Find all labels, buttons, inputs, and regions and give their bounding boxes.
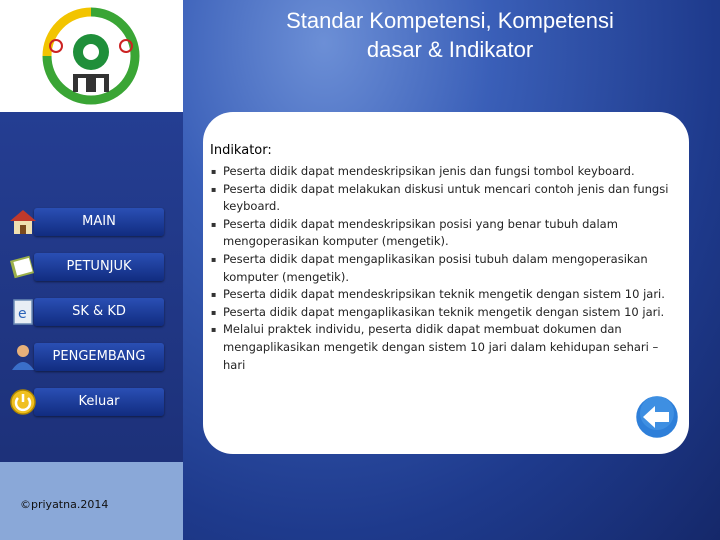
copyright-text: ©priyatna.2014 bbox=[20, 498, 109, 511]
document-icon bbox=[8, 297, 38, 327]
school-logo bbox=[0, 0, 183, 112]
sidebar-item-label: Keluar bbox=[78, 394, 120, 409]
list-item: ▪ Peserta didik dapat mendeskripsikan posisi yang benar tubuh dalam mengoperasikan komputer (mengetik). bbox=[210, 216, 680, 251]
list-item: ▪ Melalui praktek individu, peserta didik dapat membuat dokumen dan mengaplikasikan mengetik dengan sistem 10 jari dalam kehidupan sehari – hari bbox=[210, 321, 680, 374]
page-title-line-2: dasar & Indikator bbox=[366, 37, 534, 62]
list-item: ▪ Peserta didik dapat melakukan diskusi untuk mencari contoh jenis dan fungsi keyboard. bbox=[210, 181, 680, 216]
sidebar-item-label: PENGEMBANG bbox=[52, 349, 146, 364]
sidebar-item-pengembang[interactable] bbox=[8, 342, 158, 372]
list-item: ▪ Peserta didik dapat mendeskripsikan teknik mengetik dengan sistem 10 jari. bbox=[210, 286, 680, 304]
book-icon bbox=[8, 252, 38, 282]
sidebar-item-sk-kd[interactable] bbox=[8, 297, 158, 327]
person-icon bbox=[8, 342, 38, 372]
list-item: ▪ Peserta didik dapat mendeskripsikan jenis dan fungsi tombol keyboard. bbox=[210, 163, 680, 181]
back-arrow-button[interactable] bbox=[633, 393, 681, 441]
sidebar-item-keluar[interactable] bbox=[8, 387, 158, 417]
list-item: ▪ Peserta didik dapat mengaplikasikan posisi tubuh dalam mengoperasikan komputer (mengetik). bbox=[210, 251, 680, 286]
sidebar-item-main[interactable] bbox=[8, 207, 158, 237]
page-title-line-1: Standar Kompetensi, Kompetensi bbox=[286, 8, 614, 33]
sidebar-item-petunjuk[interactable] bbox=[8, 252, 158, 282]
page-title bbox=[195, 6, 705, 64]
content-heading: Indikator: bbox=[210, 143, 272, 158]
power-icon bbox=[8, 387, 38, 417]
svg-text:e: e bbox=[18, 306, 27, 322]
indicator-list bbox=[210, 163, 680, 374]
sidebar-item-label: PETUNJUK bbox=[66, 259, 132, 274]
sidebar-item-label: SK & KD bbox=[72, 304, 126, 319]
sidebar-item-label: MAIN bbox=[82, 214, 116, 229]
house-icon bbox=[8, 207, 38, 237]
list-item: ▪ Peserta didik dapat mengaplikasikan teknik mengetik dengan sistem 10 jari. bbox=[210, 304, 680, 322]
